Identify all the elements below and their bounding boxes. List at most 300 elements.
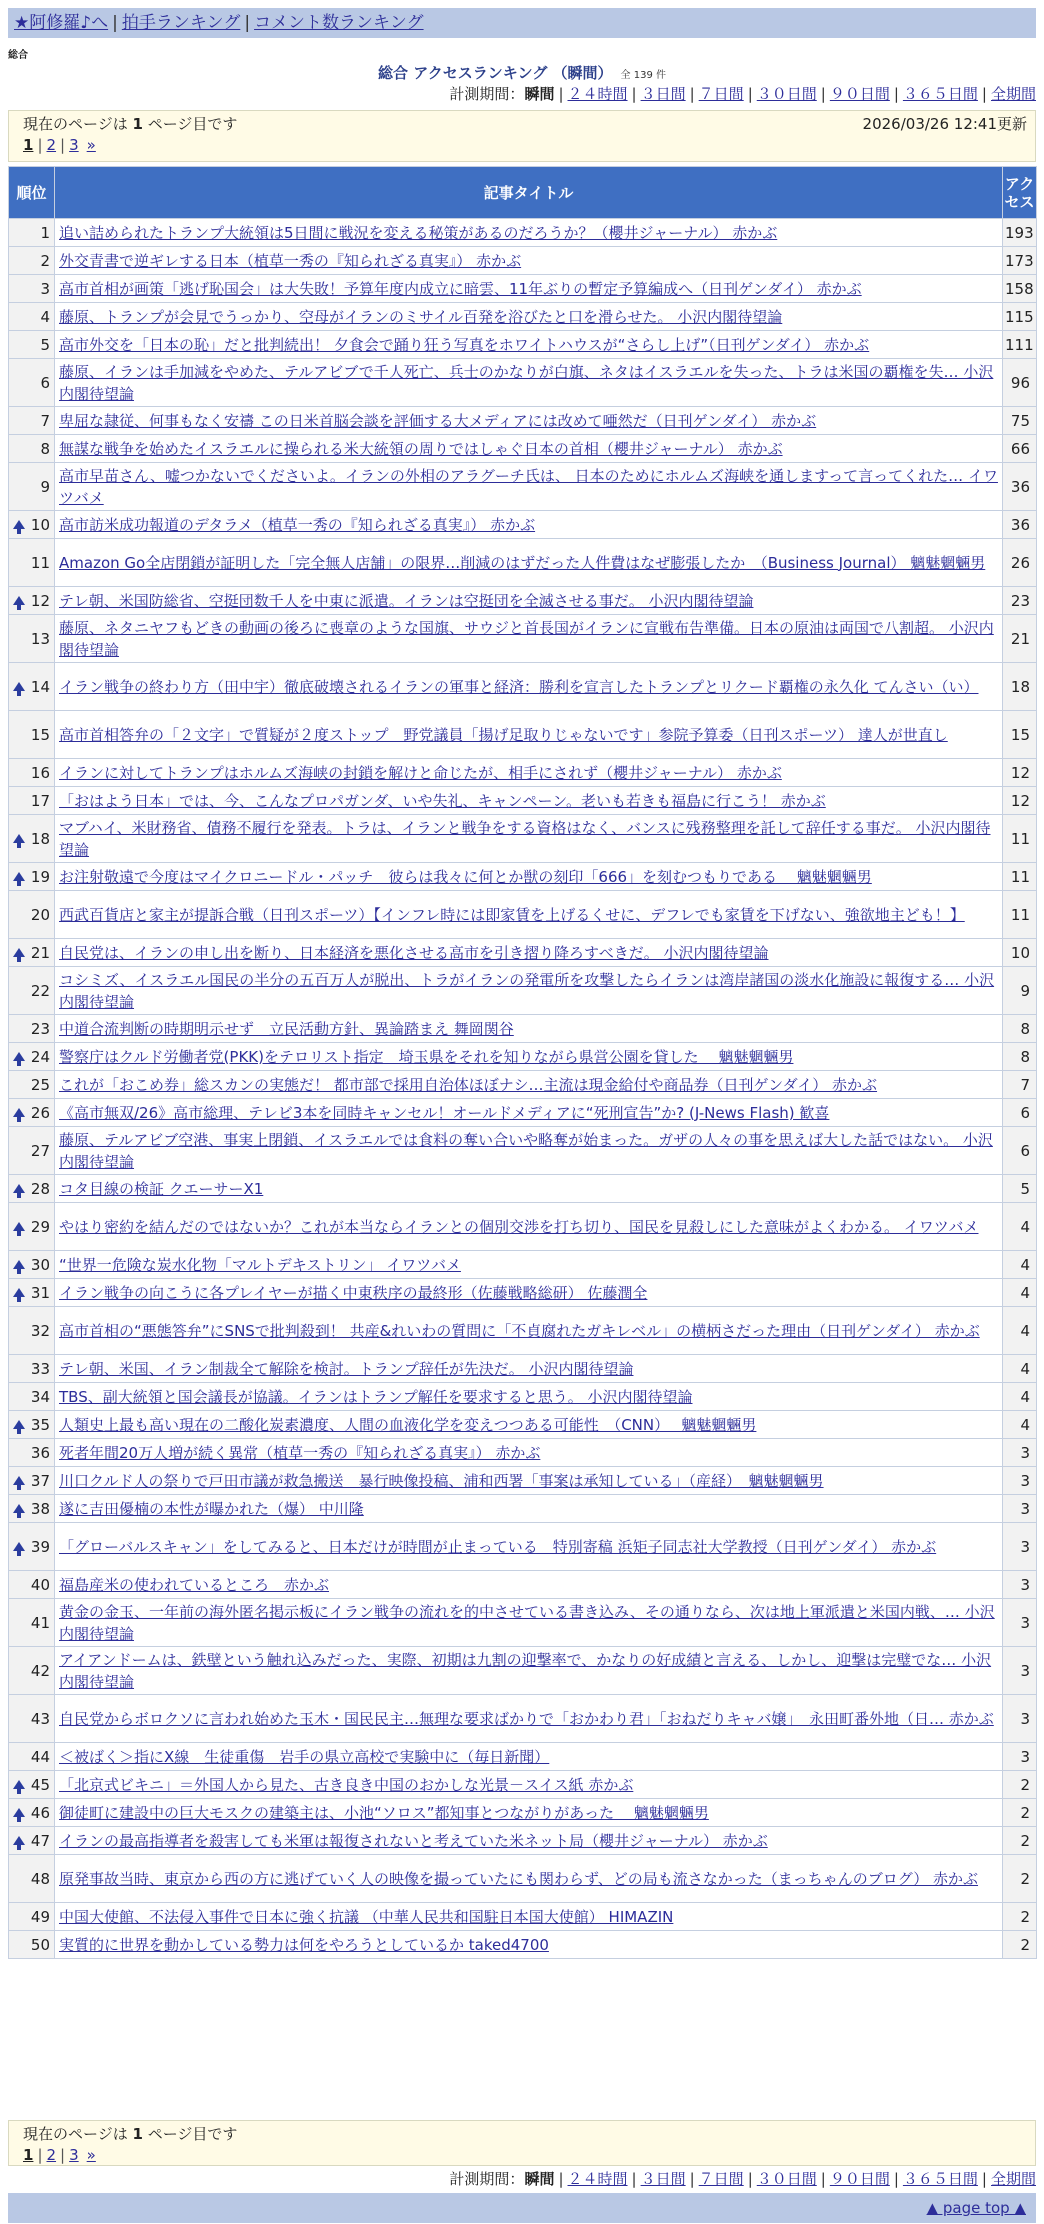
access-count: 12: [1003, 787, 1037, 815]
separator: |: [558, 85, 564, 103]
page-links: [23, 135, 1021, 155]
access-count: 15: [1003, 711, 1037, 759]
table-row: [9, 1127, 1037, 1175]
article-link[interactable]: やはり密約を結んだのではないか？これが本当ならイランとの個別交渉を打ち切り、国民を見殺しにした意味がよくわかる。 イワツバメ: [59, 1217, 979, 1236]
table-row: [9, 1599, 1037, 1647]
separator: |: [893, 85, 899, 103]
title-cell: [55, 759, 1003, 787]
title-cell: [55, 539, 1003, 587]
pager-suffix: ページ目です: [142, 2125, 238, 2143]
rank-cell: [9, 1799, 55, 1827]
article-link[interactable]: 藤原、トランプが会見でうっかり、空母がイランのミサイル百発を浴びたと口を滑らせた。 小沢内閣待望論: [59, 307, 783, 326]
article-link[interactable]: イラン戦争の終わり方（田中宇）徹底破壊されるイランの軍事と経済：勝利を宣言したトランプとリクード覇権の永久化 てんさい（い）: [59, 677, 979, 696]
rank-cell: [9, 1827, 55, 1855]
article-link[interactable]: コシミズ、イスラエル国民の半分の五百万人が脱出、トラがイランの発電所を攻撃したらイランは湾岸諸国の淡水化施設に報復する… 小沢内閣待望論: [59, 970, 995, 1011]
period-nav-bottom: [449, 2169, 1036, 2189]
table-row: [9, 407, 1037, 435]
page-current: 1: [23, 2146, 34, 2164]
top-nav-bar: [8, 8, 1036, 38]
table-row: [9, 1799, 1037, 1827]
access-count: 11: [1003, 815, 1037, 863]
arrow-up-icon: [13, 1222, 25, 1231]
rank-cell: [9, 303, 55, 331]
article-link[interactable]: 遂に吉田優楠の本性が曝かれた（爆） 中川隆: [59, 1499, 364, 1518]
rank-cell: [9, 1439, 55, 1467]
article-link[interactable]: 藤原、イランは手加減をやめた、テルアビブで千人死亡、兵士のかなりが白旗、ネタはイスラエルを失った、トラは米国の覇権を失… 小沢内閣待望論: [59, 362, 994, 403]
title-cell: [55, 1099, 1003, 1127]
page-link[interactable]: »: [86, 2146, 96, 2164]
article-link[interactable]: 高市首相が画策「逃げ恥国会」は大失敗！予算年度内成立に暗雲、11年ぶりの暫定予算編成へ（日刊ゲンダイ） 赤かぶ: [59, 279, 862, 298]
access-count: 2: [1003, 1855, 1037, 1903]
article-link[interactable]: 中国大使館、不法侵入事件で日本に強く抗議 （中華人民共和国駐日本国大使館） HIMAZIN: [59, 1907, 674, 1926]
article-link[interactable]: イラン戦争の向こうに各プレイヤーが描く中東秩序の最終形（佐藤戦略総研） 佐藤潤全: [59, 1283, 648, 1302]
rank-cell: [9, 587, 55, 615]
period-link[interactable]: ３６５日間: [902, 85, 978, 103]
rank-number: 11: [30, 553, 50, 572]
arrow-up-icon: [13, 1808, 25, 1817]
period-link[interactable]: ３６５日間: [902, 2170, 978, 2188]
rank-number: 47: [30, 1831, 50, 1850]
arrow-up-icon: [13, 1260, 25, 1269]
access-count: 3: [1003, 1599, 1037, 1647]
pager-top: [8, 110, 1036, 162]
table-row: [9, 1383, 1037, 1411]
table-row: [9, 587, 1037, 615]
article-link[interactable]: 西武百貨店と家主が提訴合戦（日刊スポーツ）【インフレ時には即家賃を上げるくせに、デフレでも家賃を下げない、強欲地主ども！】: [59, 905, 965, 924]
article-link[interactable]: イランの最高指導者を殺害しても米軍は報復されないと考えていた米ネット局（櫻井ジャーナル） 赤かぶ: [59, 1831, 768, 1850]
rank-number: 45: [30, 1775, 50, 1794]
article-link[interactable]: コタ目線の検証 クエーサーX1: [59, 1179, 264, 1198]
comment-ranking-link[interactable]: コメント数ランキング: [254, 13, 424, 33]
rank-cell: [9, 863, 55, 891]
access-count: 3: [1003, 1695, 1037, 1743]
table-row: [9, 1571, 1037, 1599]
table-row: [9, 1099, 1037, 1127]
article-link[interactable]: Amazon Go全店閉鎖が証明した「完全無人店舗」の限界…削減のはずだった人件費はなぜ膨張したか （Business Journal） 魑魅魍魎男: [59, 553, 986, 572]
period-link[interactable]: ３日間: [640, 85, 686, 103]
title-cell: [55, 587, 1003, 615]
rank-cell: [9, 967, 55, 1015]
page-link[interactable]: 3: [69, 2146, 79, 2164]
access-count: 4: [1003, 1411, 1037, 1439]
title-cell: [55, 1279, 1003, 1307]
access-count: 2: [1003, 1827, 1037, 1855]
access-count: 4: [1003, 1279, 1037, 1307]
period-link[interactable]: ３日間: [640, 2170, 686, 2188]
rank-number: 46: [30, 1803, 50, 1822]
rank-number: 48: [30, 1869, 50, 1888]
title-cell: [55, 247, 1003, 275]
article-link[interactable]: 高市外交を「日本の恥」だと批判続出！ 夕食会で踊り狂う写真をホワイトハウスが“さらし上げ”（日刊ゲンダイ） 赤かぶ: [59, 335, 870, 354]
table-row: [9, 787, 1037, 815]
table-row: [9, 511, 1037, 539]
article-link[interactable]: テレ朝、米国防総省、空挺団数千人を中東に派遣。イランは空挺団を全滅させる事だ。 小沢内閣待望論: [59, 591, 754, 610]
article-link[interactable]: 警察庁はクルド労働者党(PKK)をテロリスト指定 埼玉県をそれを知りながら県営公園を貸した 魑魅魍魎男: [59, 1047, 794, 1066]
article-link[interactable]: 高市早苗さん、嘘つかないでくださいよ。イランの外相のアラグーチ氏は、 日本のためにホルムズ海峡を通しますって言ってくれた… イワツバメ: [59, 466, 998, 507]
rank-number: 17: [30, 791, 50, 810]
footer-bar: [8, 2193, 1036, 2223]
article-link[interactable]: お注射敬遠で今度はマイクロニードル・パッチ 彼らは我々に何とか獣の刻印「666」を刻むつもりである 魑魅魍魎男: [59, 867, 872, 886]
article-link[interactable]: “世界一危険な炭水化物「マルトデキストリン」 イワツバメ: [59, 1255, 461, 1274]
arrow-up-icon: [13, 1542, 25, 1551]
page-current: 1: [23, 136, 34, 154]
rank-number: 33: [30, 1359, 50, 1378]
article-link[interactable]: 高市首相答弁の「２文字」で質疑が２度ストップ 野党議員「揚げ足取りじゃないです」参院予算委（日刊スポーツ） 達人が世直し: [59, 725, 948, 744]
rank-number: 28: [30, 1179, 50, 1198]
article-link[interactable]: 死者年間20万人増が続く異常（植草一秀の『知られざる真実』） 赤かぶ: [59, 1443, 541, 1462]
article-link[interactable]: 藤原、ネタニヤフもどきの動画の後ろに喪章のような国旗、サウジと首長国がイランに宣戦布告準備。日本の原油は両国で八割超。 小沢内閣待望論: [59, 618, 994, 659]
rank-number: 7: [40, 411, 50, 430]
access-count: 12: [1003, 759, 1037, 787]
rank-number: 38: [30, 1499, 50, 1518]
rank-cell: [9, 1855, 55, 1903]
table-row: [9, 539, 1037, 587]
rank-cell: [9, 711, 55, 759]
rank-cell: [9, 1571, 55, 1599]
title-cell: [55, 1127, 1003, 1175]
table-row: [9, 331, 1037, 359]
rank-cell: [9, 787, 55, 815]
rank-cell: [9, 1355, 55, 1383]
period-nav-top: [449, 84, 1036, 104]
article-link[interactable]: 「北京式ビキニ」＝外国人から見た、古き良き中国のおかしな光景－スイス紙 赤かぶ: [59, 1775, 634, 1794]
updated-timestamp: 2026/03/26 12:41更新: [862, 115, 1027, 133]
title-cell: [55, 663, 1003, 711]
table-row: [9, 435, 1037, 463]
table-row: [9, 939, 1037, 967]
separator: |: [558, 2170, 564, 2188]
period-link[interactable]: ２４時間: [567, 85, 628, 103]
home-link[interactable]: ★阿修羅♪へ: [14, 13, 109, 33]
header-count: アクセス: [1003, 167, 1037, 219]
period-link[interactable]: ７日間: [698, 85, 744, 103]
rank-number: 4: [40, 307, 50, 326]
ranking-table: [8, 166, 1037, 1959]
rank-cell: [9, 511, 55, 539]
table-row: [9, 615, 1037, 663]
article-link[interactable]: 追い詰められたトランプ大統領は5日間に戦況を変える秘策があるのだろうか？（櫻井ジャーナル） 赤かぶ: [59, 223, 778, 242]
rank-number: 8: [40, 439, 50, 458]
rank-cell: [9, 1043, 55, 1071]
separator: |: [60, 136, 66, 154]
title-cell: [55, 815, 1003, 863]
rank-cell: [9, 1175, 55, 1203]
title-cell: [55, 1383, 1003, 1411]
period-link[interactable]: 全期間: [990, 85, 1036, 103]
rank-number: 6: [40, 373, 50, 392]
period-link[interactable]: ７日間: [698, 2170, 744, 2188]
table-row: [9, 1903, 1037, 1931]
access-count: 5: [1003, 1175, 1037, 1203]
period-label: 計測期間：: [449, 85, 525, 103]
rank-number: 12: [30, 591, 50, 610]
pager-suffix: ページ目です: [142, 115, 238, 133]
separator: |: [981, 2170, 987, 2188]
article-link[interactable]: 外交青書で逆ギレする日本（植草一秀の『知られざる真実』） 赤かぶ: [59, 251, 522, 270]
access-count: 75: [1003, 407, 1037, 435]
rank-cell: [9, 1307, 55, 1355]
separator: |: [244, 13, 251, 33]
rank-number: 31: [30, 1283, 50, 1302]
access-count: 173: [1003, 247, 1037, 275]
rank-cell: [9, 1015, 55, 1043]
rank-number: 23: [30, 1019, 50, 1038]
arrow-up-icon: [13, 1052, 25, 1061]
access-count: 10: [1003, 939, 1037, 967]
title-cell: [55, 1015, 1003, 1043]
article-link[interactable]: アイアンドームは、鉄壁という触れ込みだった、実際、初期は九割の迎撃率で、かなりの好成績と言える、しかし、迎撃は完璧でな… 小沢内閣待望論: [59, 1650, 992, 1691]
table-row: [9, 891, 1037, 939]
article-link[interactable]: 川口クルド人の祭りで戸田市議が救急搬送 暴行映像投稿、浦和西署「事案は承知している」（産経） 魑魅魍魎男: [59, 1471, 824, 1490]
access-count: 8: [1003, 1015, 1037, 1043]
arrow-up-icon: [13, 520, 25, 529]
access-count: 4: [1003, 1307, 1037, 1355]
table-row: [9, 1279, 1037, 1307]
article-link[interactable]: 中道合流判断の時期明示せず 立民活動方針、異論踏まえ 舞岡関谷: [59, 1019, 514, 1038]
rank-number: 5: [40, 335, 50, 354]
arrow-up-icon: [13, 596, 25, 605]
period-link[interactable]: ３０日間: [756, 85, 817, 103]
access-count: 18: [1003, 663, 1037, 711]
rank-number: 15: [30, 725, 50, 744]
article-link[interactable]: 高市訪米成功報道のデタラメ（植草一秀の『知られざる真実』） 赤かぶ: [59, 515, 536, 534]
period-link[interactable]: ９０日間: [829, 85, 890, 103]
rank-number: 50: [30, 1935, 50, 1954]
table-row: [9, 1495, 1037, 1523]
article-link[interactable]: TBS、副大統領と国会議長が協議。イランはトランプ解任を要求すると思う。 小沢内閣待望論: [59, 1387, 693, 1406]
article-link[interactable]: ＜被ばく＞指にX線 生徒重傷 岩手の県立高校で実験中に（毎日新聞）: [59, 1747, 550, 1766]
rank-cell: [9, 1647, 55, 1695]
rank-cell: [9, 1251, 55, 1279]
table-row: [9, 1355, 1037, 1383]
rank-cell: [9, 435, 55, 463]
period-link[interactable]: ３０日間: [756, 2170, 817, 2188]
table-row: [9, 1827, 1037, 1855]
article-link[interactable]: 御徒町に建設中の巨大モスクの建築主は、小池“ソロス”都知事とつながりがあった 魑魅魍魎男: [59, 1803, 709, 1822]
access-count: 66: [1003, 435, 1037, 463]
arrow-up-icon: [13, 1420, 25, 1429]
rank-cell: [9, 615, 55, 663]
rank-cell: [9, 939, 55, 967]
separator: |: [689, 2170, 695, 2188]
rank-cell: [9, 1771, 55, 1799]
total-count: 全 139 件: [620, 70, 666, 81]
separator: |: [689, 85, 695, 103]
access-count: 4: [1003, 1203, 1037, 1251]
article-link[interactable]: 福島産米の使われているところ 赤かぶ: [59, 1575, 330, 1594]
title-cell: [55, 1175, 1003, 1203]
rank-cell: [9, 1931, 55, 1959]
table-row: [9, 815, 1037, 863]
rank-number: 44: [30, 1747, 50, 1766]
title-cell: [55, 1695, 1003, 1743]
pager-bottom: [8, 2120, 1036, 2166]
rank-number: 30: [30, 1255, 50, 1274]
title-cell: [55, 1931, 1003, 1959]
rank-number: 42: [30, 1661, 50, 1680]
article-link[interactable]: 自民党からボロクソに言われ始めた玉木・国民民主…無理な要求ばかりで「おかわり君」「おねだりキャバ嬢」 永田町番外地（日… 赤かぶ: [59, 1709, 994, 1728]
title-cell: [55, 1071, 1003, 1099]
title-cell: [55, 1355, 1003, 1383]
rank-number: 2: [40, 251, 50, 270]
arrow-up-icon: [13, 1108, 25, 1117]
table-row: [9, 1467, 1037, 1495]
rank-number: 41: [30, 1613, 50, 1632]
table-row: [9, 1015, 1037, 1043]
access-count: 3: [1003, 1439, 1037, 1467]
rank-number: 14: [30, 677, 50, 696]
title-cell: [55, 967, 1003, 1015]
article-link[interactable]: 卑屈な隷従、何事もなく安禱 この日米首脳会談を評価する大メディアには改めて唖然だ（日刊ゲンダイ） 赤かぶ: [59, 411, 817, 430]
separator: |: [112, 13, 118, 33]
table-row: [9, 863, 1037, 891]
access-count: 4: [1003, 1383, 1037, 1411]
period-label: 計測期間：: [449, 2170, 525, 2188]
rank-number: 29: [30, 1217, 50, 1236]
arrow-up-icon: [13, 1504, 25, 1513]
article-link[interactable]: 黄金の金玉、一年前の海外匿名掲示板にイラン戦争の流れを的中させている書き込み、その通りなら、次は地上軍派遣と米国内戦、… 小沢内閣待望論: [59, 1602, 995, 1643]
pager-prefix: 現在のページは: [23, 115, 133, 133]
arrow-up-icon: [13, 948, 25, 957]
article-link[interactable]: これが「おこめ券」総スカンの実態だ！ 都市部で採用自治体ほぼナシ…主流は現金給付や商品券（日刊ゲンダイ） 赤かぶ: [59, 1075, 878, 1094]
access-count: 3: [1003, 1495, 1037, 1523]
access-count: 6: [1003, 1127, 1037, 1175]
access-count: 2: [1003, 1931, 1037, 1959]
article-link[interactable]: 「おはよう日本」では、今、こんなプロパガンダ、いや失礼、キャンペーン。老いも若きも福島に行こう！ 赤かぶ: [59, 791, 826, 810]
access-count: 158: [1003, 275, 1037, 303]
page-link[interactable]: »: [86, 136, 96, 154]
access-count: 7: [1003, 1071, 1037, 1099]
table-row: [9, 759, 1037, 787]
ranking-body: [9, 219, 1037, 1959]
access-count: 11: [1003, 863, 1037, 891]
table-row: [9, 1647, 1037, 1695]
article-link[interactable]: テレ朝、米国、イラン制裁全て解除を検討。トランプ辞任が先決だ。 小沢内閣待望論: [59, 1359, 634, 1378]
article-link[interactable]: 原発事故当時、東京から西の方に逃げていく人の映像を撮っていたにも関わらず、どの局も流さなかった（まっちゃんのブログ） 赤かぶ: [59, 1869, 979, 1888]
rank-number: 39: [30, 1537, 50, 1556]
access-count: 3: [1003, 1743, 1037, 1771]
rank-cell: [9, 1743, 55, 1771]
period-link[interactable]: 全期間: [990, 2170, 1036, 2188]
title-cell: [55, 1743, 1003, 1771]
table-row: [9, 1523, 1037, 1571]
article-link[interactable]: 《高市無双/26》高市総理、テレビ3本を同時キャンセル！オールドメディアに“死刑宣告”か? (J-News Flash) 歓喜: [59, 1103, 830, 1122]
arrow-up-icon: [13, 834, 25, 843]
separator: |: [631, 85, 637, 103]
article-link[interactable]: 「グローバルスキャン」をしてみると、日本だけが時間が止まっている 特別寄稿 浜矩子同志社大学教授（日刊ゲンダイ） 赤かぶ: [59, 1537, 937, 1556]
separator: |: [747, 85, 753, 103]
article-link[interactable]: 実質的に世界を動かしている勢力は何をやろうとしているか taked4700: [59, 1935, 549, 1954]
article-link[interactable]: マブハイ、米財務省、債務不履行を発表。トラは、イランと戦争をする資格はなく、バンスに残務整理を託して辞任する事だ。 小沢内閣待望論: [59, 818, 991, 859]
rank-cell: [9, 1071, 55, 1099]
title-cell: [55, 1307, 1003, 1355]
access-count: 9: [1003, 967, 1037, 1015]
arrow-up-icon: [13, 1780, 25, 1789]
article-link[interactable]: 自民党は、イランの申し出を断り、日本経済を悪化させる高市を引き摺り降ろすべきだ。 小沢内閣待望論: [59, 943, 769, 962]
title-cell: [55, 863, 1003, 891]
rank-cell: [9, 759, 55, 787]
rank-number: 25: [30, 1075, 50, 1094]
page-link[interactable]: 2: [46, 2146, 57, 2164]
table-row: [9, 463, 1037, 511]
rank-cell: [9, 1099, 55, 1127]
rank-cell: [9, 1903, 55, 1931]
title-cell: [55, 359, 1003, 407]
article-link[interactable]: 高市首相の“悪態答弁”にSNSで批判殺到！ 共産&れいわの質問に「不貞腐れたガキレベル」の横柄さだった理由（日刊ゲンダイ） 赤かぶ: [59, 1321, 980, 1340]
title-cell: [55, 1647, 1003, 1695]
period-link[interactable]: ９０日間: [829, 2170, 890, 2188]
rank-cell: [9, 219, 55, 247]
article-link[interactable]: イランに対してトランプはホルムズ海峡の封鎖を解けと命じたが、相手にされず（櫻井ジャーナル） 赤かぶ: [59, 763, 782, 782]
separator: |: [981, 85, 987, 103]
article-link[interactable]: 無謀な戦争を始めたイスラエルに操られる米大統領の周りではしゃぐ日本の首相（櫻井ジャーナル） 赤かぶ: [59, 439, 783, 458]
title-cell: [55, 511, 1003, 539]
table-row: [9, 711, 1037, 759]
rank-number: 32: [30, 1321, 50, 1340]
period-current: 瞬間: [524, 85, 555, 103]
category-tag: 総合: [8, 50, 28, 61]
arrow-up-icon: [13, 1184, 25, 1193]
access-count: 3: [1003, 1467, 1037, 1495]
pager-prefix: 現在のページは: [23, 2125, 133, 2143]
page-link[interactable]: 3: [69, 136, 79, 154]
page-top-link[interactable]: ▲ page top ▲: [926, 2199, 1026, 2217]
arrow-up-icon: [13, 872, 25, 881]
access-count: 6: [1003, 1099, 1037, 1127]
rank-cell: [9, 1467, 55, 1495]
table-row: [9, 1307, 1037, 1355]
separator: |: [631, 2170, 637, 2188]
arrow-up-icon: [13, 1836, 25, 1845]
access-count: 4: [1003, 1251, 1037, 1279]
rank-cell: [9, 1279, 55, 1307]
access-count: 26: [1003, 539, 1037, 587]
rank-number: 16: [30, 763, 50, 782]
page-link[interactable]: 2: [46, 136, 57, 154]
access-count: 8: [1003, 1043, 1037, 1071]
table-row: [9, 1743, 1037, 1771]
table-row: [9, 663, 1037, 711]
page-links: [23, 2145, 1021, 2165]
header-rank: 順位: [9, 167, 55, 219]
access-count: 3: [1003, 1647, 1037, 1695]
title-cell: [55, 219, 1003, 247]
rank-number: 36: [30, 1443, 50, 1462]
table-row: [9, 1203, 1037, 1251]
access-count: 36: [1003, 463, 1037, 511]
rank-number: 34: [30, 1387, 50, 1406]
access-count: 96: [1003, 359, 1037, 407]
title-cell: [55, 1799, 1003, 1827]
pager-page-number: 1: [132, 2125, 143, 2143]
access-count: 11: [1003, 891, 1037, 939]
access-count: 3: [1003, 1523, 1037, 1571]
pager-status: [23, 2124, 1021, 2144]
title-cell: [55, 1771, 1003, 1799]
rank-cell: [9, 1127, 55, 1175]
article-link[interactable]: 藤原、テルアビブ空港、事実上閉鎖、イスラエルでは食料の奪い合いや略奪が始まった。ガザの人々の事を思えば大した話ではない。 小沢内閣待望論: [59, 1130, 993, 1171]
article-link[interactable]: 人類史上最も高い現在の二酸化炭素濃度、人間の血液化学を変えつつある可能性 （CNN） 魑魅魍魎男: [59, 1415, 757, 1434]
title-cell: [55, 463, 1003, 511]
rank-cell: [9, 1203, 55, 1251]
separator: |: [37, 2146, 43, 2164]
title-cell: [55, 1439, 1003, 1467]
separator: |: [747, 2170, 753, 2188]
rank-number: 19: [30, 867, 50, 886]
period-link[interactable]: ２４時間: [567, 2170, 628, 2188]
clap-ranking-link[interactable]: 拍手ランキング: [121, 13, 241, 33]
title-cell: [55, 1599, 1003, 1647]
